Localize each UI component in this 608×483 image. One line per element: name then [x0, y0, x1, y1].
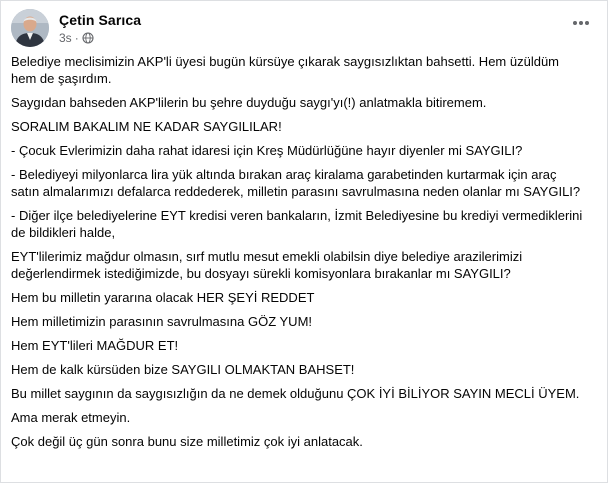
- post-paragraph: - Çocuk Evlerimizin daha rahat idaresi için Kreş Müdürlüğüne hayır diyenler mi SAYGILI?: [11, 143, 523, 158]
- post-timestamp[interactable]: 3s: [59, 31, 72, 45]
- meta-separator: ·: [74, 31, 79, 45]
- post-paragraph: - Belediyeyi milyonlarca lira yük altında bırakan araç kiralama garabetinden kurtarmak için araç satın almalarımızı defalarca reddederek, milletin parasını savrulmasına neden olanlar mı SAYGILI?: [11, 167, 581, 199]
- post-meta: [59, 31, 94, 45]
- post-text: [11, 53, 585, 457]
- post-header: [11, 9, 599, 49]
- post-paragraph: Ama merak etmeyin.: [11, 410, 131, 425]
- post-paragraph: Çok değil üç gün sonra bunu size milletimiz çok iyi anlatacak.: [11, 434, 363, 449]
- avatar-photo: [11, 9, 49, 47]
- post-paragraph: SORALIM BAKALIM NE KADAR SAYGILILAR!: [11, 119, 282, 134]
- more-options-icon[interactable]: [569, 13, 593, 33]
- globe-icon[interactable]: [82, 32, 94, 44]
- author-name[interactable]: Çetin Sarıca: [59, 12, 142, 28]
- post-paragraph: Hem milletimizin parasının savrulmasına GÖZ YUM!: [11, 314, 313, 329]
- post-paragraph: Bu millet saygının da saygısızlığın da ne demek olduğunu ÇOK İYİ BİLİYOR SAYIN MECLİ ÜYEM.: [11, 386, 580, 401]
- post-paragraph: EYT'lilerimiz mağdur olmasın, sırf mutlu mesut emekli olabilsin diye belediye arazilerimizi değerlendirmek istediğimizde, bu dosyayı sürekli komisyonlara bırakanlar mı SAYGILI?: [11, 249, 523, 281]
- post-paragraph: - Diğer ilçe belediyelerine EYT kredisi veren bankaların, İzmit Belediyesine bu krediyi vermediklerini de bildikleri halde,: [11, 208, 583, 240]
- post-paragraph: Hem de kalk kürsüden bize SAYGILI OLMAKTAN BAHSET!: [11, 362, 355, 377]
- author-avatar[interactable]: [11, 9, 49, 47]
- post-paragraph: Hem EYT'lileri MAĞDUR ET!: [11, 338, 179, 353]
- post-paragraph: Belediye meclisimizin AKP'li üyesi bugün kürsüye çıkarak saygısızlıktan bahsetti. Hem üzüldüm hem de şaşırdım.: [11, 54, 559, 86]
- post-paragraph: Saygıdan bahseden AKP'lilerin bu şehre duyduğu saygı'yı(!) anlatmakla bitiremem.: [11, 95, 487, 110]
- post-paragraph: Hem bu milletin yararına olacak HER ŞEYİ REDDET: [11, 290, 315, 305]
